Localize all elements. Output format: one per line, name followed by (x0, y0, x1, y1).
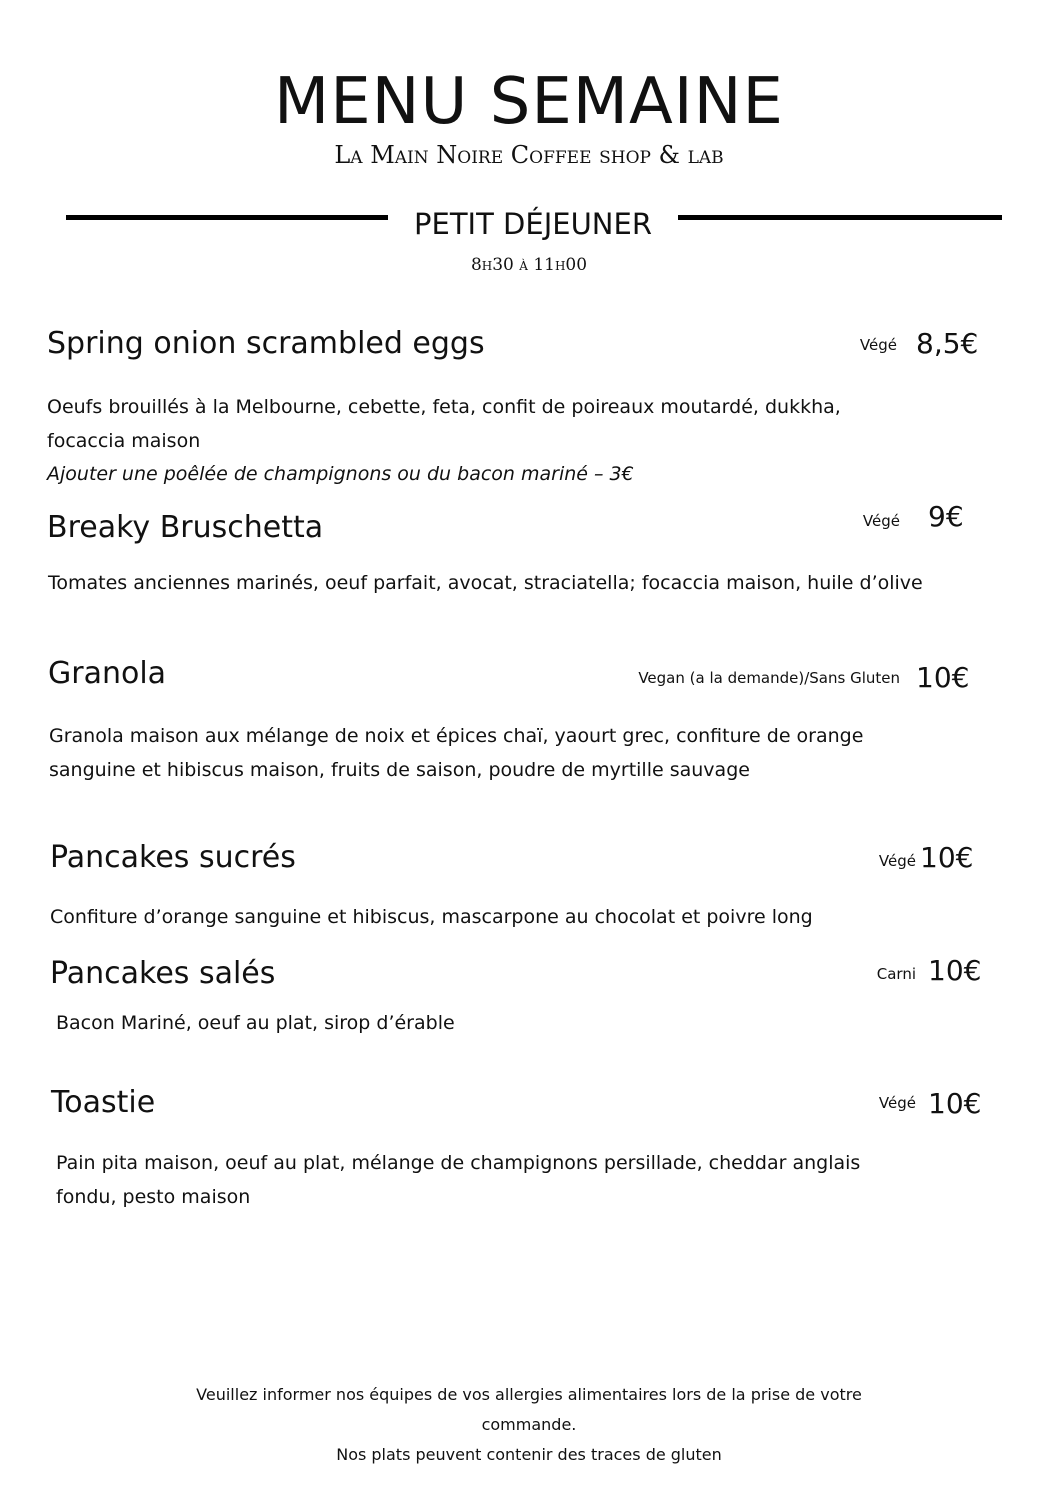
item-description: Confiture d’orange sanguine et hibiscus, mascarpone au chocolat et poivre long (50, 906, 813, 928)
gluten-notice: Nos plats peuvent contenir des traces de gluten (336, 1445, 722, 1464)
item-name: Pancakes salés (50, 956, 276, 991)
section-title: PETIT DÉJEUNER (414, 207, 652, 241)
item-price: 10€ (920, 841, 974, 874)
section-hours: 8h30 à 11h00 (470, 255, 588, 275)
item-name: Toastie (51, 1085, 156, 1120)
item-tag: Végé (862, 512, 900, 530)
item-extra: Ajouter une poêlée de champignons ou du bacon mariné – 3€ (47, 463, 634, 485)
item-description: Pain pita maison, oeuf au plat, mélange de champignons persillade, cheddar anglais fondu, pesto maison (56, 1152, 861, 1208)
item-tag: Végé (878, 1094, 916, 1112)
item-description: Granola maison aux mélange de noix et épices chaï, yaourt grec, confiture de orange sanguine et hibiscus maison, fruits de saison, poudre de myrtille sauvage (49, 725, 864, 781)
item-price: 10€ (916, 661, 970, 694)
item-price: 10€ (928, 954, 982, 987)
section-rule-left (66, 215, 388, 220)
section-rule-right (678, 215, 1002, 220)
item-name: Granola (48, 656, 167, 691)
menu-title: MENU SEMAINE (274, 65, 784, 139)
item-tag: Vegan (a la demande)/Sans Gluten (638, 669, 900, 687)
item-tag: Végé (859, 336, 897, 354)
item-name: Breaky Bruschetta (47, 510, 324, 545)
shop-subtitle: La Main Noire Coffee shop & lab (334, 141, 724, 169)
item-description: Oeufs brouillés à la Melbourne, cebette, feta, confit de poireaux moutardé, dukkha, focaccia maison (47, 396, 841, 452)
item-tag: Végé (878, 852, 916, 870)
item-description: Tomates anciennes marinés, oeuf parfait, avocat, straciatella; focaccia maison, huile d’olive (48, 572, 923, 594)
item-description: Bacon Mariné, oeuf au plat, sirop d’érable (56, 1012, 455, 1034)
item-price: 10€ (928, 1087, 982, 1120)
item-price: 8,5€ (916, 327, 979, 360)
item-name: Spring onion scrambled eggs (47, 326, 485, 361)
item-name: Pancakes sucrés (50, 840, 296, 875)
allergy-notice-continued: commande. (481, 1415, 577, 1434)
item-price: 9€ (928, 500, 964, 533)
allergy-notice: Veuillez informer nos équipes de vos allergies alimentaires lors de la prise de votre (196, 1385, 862, 1404)
item-tag: Carni (876, 965, 916, 983)
